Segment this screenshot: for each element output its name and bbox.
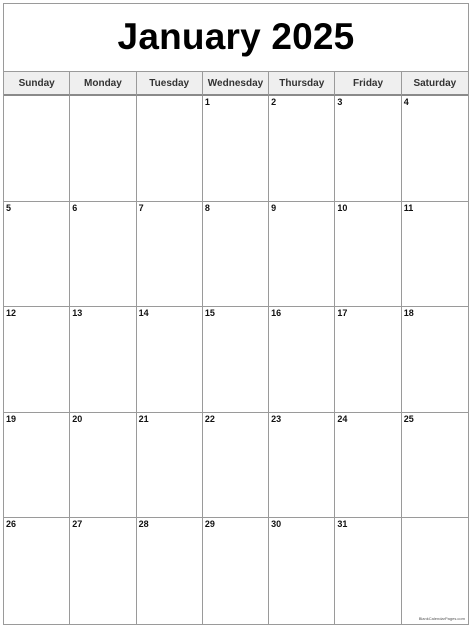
day-number: 22 — [204, 413, 215, 424]
calendar-page — [3, 3, 469, 625]
weekday-header-wednesday: Wednesday — [203, 72, 269, 96]
day-number: 21 — [138, 413, 149, 424]
site-credit: BlankCalendarPages.com — [418, 615, 465, 621]
day-number: 31 — [337, 519, 348, 530]
day-cell — [70, 518, 136, 624]
day-cell — [4, 202, 70, 308]
weekday-header-monday: Monday — [70, 72, 136, 96]
day-number: 1 — [204, 97, 210, 107]
day-number: 4 — [403, 97, 409, 107]
weekday-header-tuesday: Tuesday — [137, 72, 203, 96]
day-cell — [70, 307, 136, 413]
weekday-header-friday: Friday — [335, 72, 401, 96]
day-number: 2 — [271, 97, 277, 107]
day-cell — [4, 307, 70, 413]
day-cell — [203, 202, 269, 308]
day-cell — [402, 518, 468, 624]
day-cell — [269, 413, 335, 519]
day-number: 12 — [6, 308, 17, 319]
day-cell — [269, 518, 335, 624]
day-number: 9 — [271, 202, 277, 213]
day-cell — [269, 307, 335, 413]
day-number: 6 — [72, 202, 78, 213]
day-number: 19 — [6, 413, 17, 424]
day-cell — [335, 413, 401, 519]
day-cell — [335, 518, 401, 624]
day-cell — [137, 202, 203, 308]
day-number: 23 — [271, 413, 282, 424]
day-cell — [137, 518, 203, 624]
day-cell — [4, 413, 70, 519]
day-cell — [335, 96, 401, 202]
day-number: 26 — [6, 519, 17, 530]
day-number: 28 — [138, 519, 149, 530]
day-cell — [70, 202, 136, 308]
day-number: 20 — [72, 413, 83, 424]
day-cell — [335, 202, 401, 308]
day-cell — [203, 518, 269, 624]
weekday-header-sunday: Sunday — [4, 72, 70, 96]
weekday-header-saturday: Saturday — [402, 72, 468, 96]
day-number: 25 — [403, 413, 414, 424]
day-number: 11 — [403, 202, 414, 213]
day-cell — [4, 96, 70, 202]
day-number: 16 — [271, 308, 282, 319]
day-cell — [203, 307, 269, 413]
day-cell — [70, 96, 136, 202]
day-cell — [402, 202, 468, 308]
day-cell — [402, 307, 468, 413]
day-number: 29 — [204, 519, 215, 530]
day-cell — [335, 307, 401, 413]
day-cell — [4, 518, 70, 624]
day-cell — [402, 413, 468, 519]
day-cell — [269, 96, 335, 202]
day-cell — [203, 96, 269, 202]
day-cell — [70, 413, 136, 519]
day-cell — [137, 96, 203, 202]
day-number: 5 — [6, 202, 12, 213]
day-number: 13 — [72, 308, 83, 319]
day-number: 27 — [72, 519, 83, 530]
day-cell — [137, 307, 203, 413]
day-number: 14 — [138, 308, 149, 319]
calendar-grid — [4, 71, 468, 624]
day-cell — [269, 202, 335, 308]
day-number: 8 — [204, 202, 210, 213]
day-number: 18 — [403, 308, 414, 319]
day-cell — [203, 413, 269, 519]
day-number: 17 — [337, 308, 348, 319]
calendar-title: January 2025 — [117, 16, 355, 57]
day-number: 30 — [271, 519, 282, 530]
day-cell — [137, 413, 203, 519]
weekday-header-thursday: Thursday — [269, 72, 335, 96]
day-number: 3 — [337, 97, 343, 107]
day-number: 15 — [204, 308, 215, 319]
day-number: 24 — [337, 413, 348, 424]
day-number: 7 — [138, 202, 144, 213]
day-number: 10 — [337, 202, 348, 213]
day-cell — [402, 96, 468, 202]
